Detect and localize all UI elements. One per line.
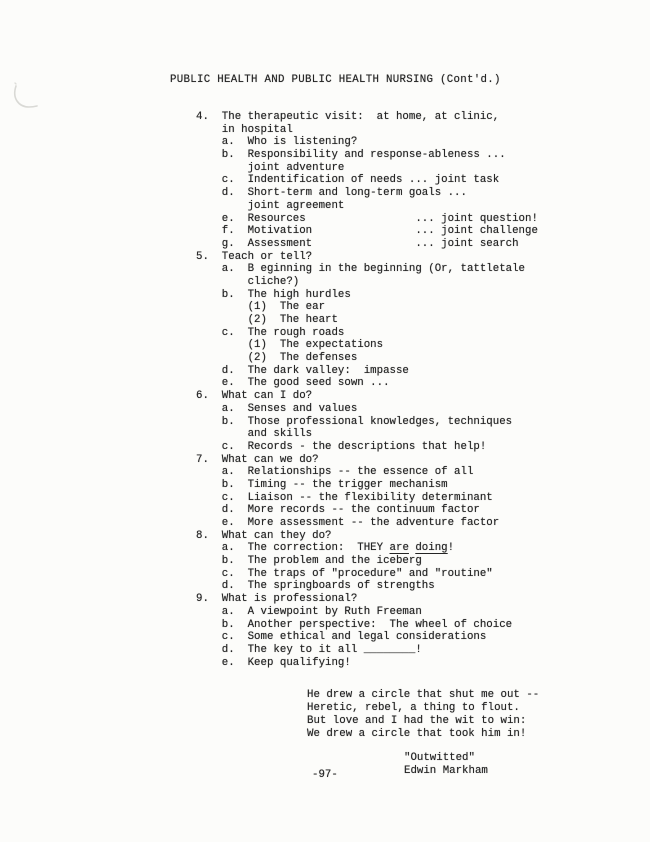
outline-text: cliche?) <box>196 275 300 288</box>
outline-line <box>196 111 538 124</box>
outline-line <box>196 390 538 403</box>
outline-line <box>196 339 538 352</box>
outline-text: b. The problem and the iceberg <box>196 555 422 568</box>
outline-text: 4. The therapeutic visit: at home, at clinic, <box>196 111 500 123</box>
outline-text: d. The dark valley: impasse <box>196 364 409 377</box>
outline-line <box>196 568 538 581</box>
outline-text: ! <box>447 542 455 555</box>
outline-text: b. Another perspective: The wheel of choice <box>196 618 513 631</box>
outline-text: c. Liaison -- the flexibility determinant <box>196 491 493 504</box>
outline-line <box>196 619 538 632</box>
outline-text: e. The good seed sown ... <box>196 377 390 390</box>
outline-line <box>196 403 538 416</box>
poem-line: He drew a circle that shut me out -- <box>307 689 540 701</box>
outline-line <box>196 352 538 365</box>
outline-text: 5. Teach or tell? <box>196 250 313 263</box>
outline-line <box>196 213 538 226</box>
outline-line <box>196 238 538 251</box>
outline-line <box>196 441 538 454</box>
outline-line <box>196 187 538 200</box>
outline-text: b. The high hurdles <box>196 288 351 301</box>
outline-line <box>196 251 538 264</box>
outline-line <box>196 416 538 429</box>
outline-line <box>196 466 538 479</box>
outline-text: joint agreement <box>196 199 345 212</box>
outline-text: e. Resources ... joint question! <box>196 212 538 225</box>
outline-line <box>196 136 538 149</box>
outline-line <box>196 530 538 543</box>
poem <box>307 689 539 741</box>
poem-line: Heretic, rebel, a thing to flout. <box>307 702 520 714</box>
outline-text: a. The correction: THEY <box>196 542 390 555</box>
outline-text: c. Records - the descriptions that help! <box>196 440 487 453</box>
outline-text: (1) The expectations <box>196 339 384 352</box>
outline-line <box>196 365 538 378</box>
outline-text: b. Those professional knowledges, techniques <box>196 415 513 428</box>
page-number: -97- <box>312 769 338 781</box>
outline-text: a. Relationships -- the essence of all <box>196 466 474 479</box>
outline-text: f. Motivation ... joint challenge <box>196 225 538 238</box>
outline-text: e. More assessment -- the adventure factor <box>196 517 500 529</box>
poem-line: We drew a circle that took him in! <box>307 728 527 740</box>
outline-text: (2) The defenses <box>196 352 358 365</box>
outline-text: and skills <box>196 428 313 441</box>
outline-text: c. Indentification of needs ... joint task <box>196 174 500 187</box>
outline-line <box>196 301 538 314</box>
outline-line <box>196 492 538 505</box>
outline-text: 7. What can we do? <box>196 453 319 466</box>
outline-line <box>196 593 538 606</box>
outline-line <box>196 542 538 555</box>
outline-text: (1) The ear <box>196 301 326 314</box>
outline-text: (2) The heart <box>196 314 338 326</box>
outline-text: c. Some ethical and legal considerations <box>196 631 487 644</box>
outline-line <box>196 174 538 187</box>
outline-text: c. The traps of "procedure" and "routine" <box>196 567 493 580</box>
outline-text: d. The key to it all ________! <box>196 643 422 656</box>
outline-line <box>196 149 538 162</box>
outline-line <box>196 314 538 327</box>
outline-line <box>196 428 538 441</box>
outline-line <box>196 276 538 289</box>
outline-line <box>196 517 538 530</box>
outline-text: a. B eginning in the beginning (Or, tattletale <box>196 263 526 276</box>
outline-text: 9. What is professional? <box>196 593 358 606</box>
outline-line <box>196 631 538 644</box>
outline-text: 6. What can I do? <box>196 390 313 403</box>
outline-text: in hospital <box>196 123 293 136</box>
outline-list <box>196 111 538 669</box>
outline-text: 8. What can they do? <box>196 529 332 542</box>
outline-line <box>196 454 538 467</box>
outline-text: g. Assessment ... joint search <box>196 237 519 250</box>
outline-text: d. More records -- the continuum factor <box>196 504 480 517</box>
outline-line <box>196 606 538 619</box>
poem-line: But love and I had the wit to win: <box>307 715 527 727</box>
outline-line <box>196 657 538 670</box>
outline-text: c. The rough roads <box>196 326 345 339</box>
outline-line <box>196 327 538 340</box>
outline-text: d. The springboards of strengths <box>196 580 435 593</box>
outline-line <box>196 580 538 593</box>
outline-line <box>196 555 538 568</box>
outline-line <box>196 200 538 213</box>
outline-text: b. Responsibility and response-ableness ... <box>196 149 506 162</box>
outline-line <box>196 289 538 302</box>
outline-underlined-text: are <box>389 542 409 555</box>
outline-text: e. Keep qualifying! <box>196 656 351 669</box>
poem-title: "Outwitted" <box>404 752 475 764</box>
outline-line <box>196 644 538 657</box>
poem-author: Edwin Markham <box>404 765 488 777</box>
outline-line <box>196 377 538 390</box>
outline-underlined-text: doing <box>415 542 448 555</box>
outline-text: a. A viewpoint by Ruth Freeman <box>196 605 422 618</box>
outline-text: a. Senses and values <box>196 402 358 415</box>
outline-text: a. Who is listening? <box>196 136 358 149</box>
document-title: PUBLIC HEALTH AND PUBLIC HEALTH NURSING (Cont'd.) <box>170 74 501 86</box>
outline-text: d. Short-term and long-term goals ... <box>196 187 467 200</box>
outline-line <box>196 225 538 238</box>
outline-line <box>196 124 538 137</box>
outline-line <box>196 504 538 517</box>
pencil-mark <box>8 82 44 122</box>
outline-line <box>196 162 538 175</box>
outline-text: joint adventure <box>196 161 345 174</box>
outline-line <box>196 263 538 276</box>
outline-line <box>196 479 538 492</box>
outline-text: b. Timing -- the trigger mechanism <box>196 478 448 491</box>
